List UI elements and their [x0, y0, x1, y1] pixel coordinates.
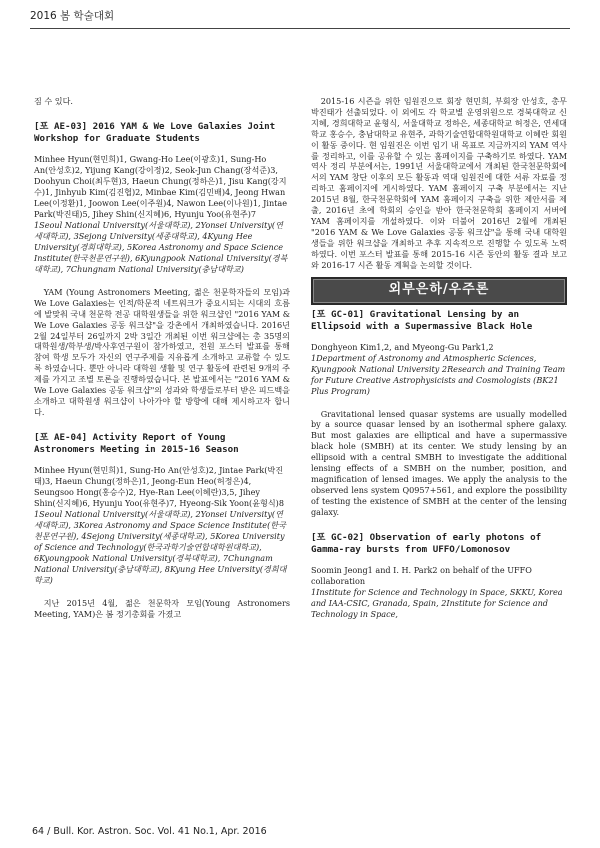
continued-text: 2015-16 시즌을 위한 임원진으로 회장 현민희, 부회장 안성호, 총무 박진태가 선출되었다. 이 외에도 각 학교별 운영위원으로 경북대학교 신지혜, 경희대학교 윤형식, 서울대학교 정하은, 세종대학교 허정은, 연세대학교 홍승수, 충남대학교 유현주, 과학기술연합대학원대학교 이혜란 회원이 활동 중이다. 현 임원진은 이번 임기 내 목표로 지금까지의 YAM 역사를 정리하고, 이를 공유할 수 있는 홈페이지를 구축하기로 하였다. YAM 역사 정리 부분에서는, 1991년 서울대학교에서 개최된 한국천문학회에서의 YAM 창단 이후의 모든 활동과 역대 임원진에 대한 서류 자료를 정리하고 홈페이지에 게시하였다. YAM 홈페이지 구축 부분에서는 지난 2015년 8월, 한국천문학회에 YAM 홈페이지 구축을 위한 제안서를 제출, 2016년 초에 학회의 승인을 받아 한국천문학회 홈페이지 서버에 YAM 홈페이지를 개설하였다. 이와 더불어 2016년 2월에 개최된 "2016 YAM & We Love Galaxies 공동 워크샵"을 통해 국내 대학원생들을 위한 워크샵을 개최하고 추후 지속적으로 진행할 수 있도록 노력하였다. 이번 포스터 발표를 통해 2015-16 시즌 동안의 활동 결과 보고와 2016-17 시즌 활동 계획을 논의할 것이다.	[311, 96, 567, 270]
abstract-body-ae03: YAM (Young Astronomers Meeting, 젊은 천문학자들의 모임)과 We Love Galaxies는 인적/학문적 네트워크가 중요시되는 시대의 흐름에 발맞춰 국내 천문학 전공 대학원생들을 위한 워크샵인 "2016 YAM & We Love Galaxies 공동 워크샵"을 강촌에서 개최하였습니다. 2016년 2월 24일부터 26일까지 2박 3일간 개최된 이번 워크샵에는 총 35명의 대학원생/학부생/박사후연구원이 참가하였고, 전원 포스터 발표를 통해 참여 학생 모두가 자신의 연구주제를 지유롭게 소개하고 교류할 수 있도록 하였습니다. 뿐만 아니라 대학원 생활 및 연구 활동에 관련된 9개의 주제를 가지고 조별 토론을 진행하였습니다. 본 발표에서는 "2016 YAM & We Love Galaxies 공동 워크샵"의 성과와 학생들로부터 받은 피드백을 소개하고 대학원생 워크샵이 나아가야 할 방향에 대해 제시하고자 합니다.	[34, 286, 290, 417]
affiliations-gc02: 1Institute for Science and Technology in Space, SKKU, Korea and IAA-CSIC, Granada, Spain, 2Institute for Science and Technology in Space,	[311, 586, 563, 619]
section-heading: 외부은하/우주론	[311, 277, 567, 305]
left-column	[34, 96, 290, 620]
header-rule	[30, 28, 570, 29]
authors-gc01: Donghyeon Kim1,2, and Myeong-Gu Park1,2	[311, 341, 494, 352]
running-header: 2016 봄 학술대회	[30, 10, 115, 22]
abstract-title-gc01: [포 GC-01] Gravitational Lensing by an Ellipsoid with a Supermassive Black Hole	[311, 308, 533, 332]
authors-ae04: Minhee Hyun(현민희)1, Sung-Ho An(안성호)2, Jintae Park(박진태)3, Haeun Chung(정하은)1, Jeong-Eun Heo(허정은)4, Seungsoo Hong(홍승수)2, Hye-Ran Lee(이혜란)3,5, Jihey Shin(신지혜)6, Hyunju Yoo(유현주)7, Hyeong-Sik Yoon(윤형식)8	[34, 464, 284, 508]
right-column	[311, 96, 567, 620]
continued-text: 짐 수 있다.	[34, 96, 73, 106]
page-footer: 64 / Bull. Kor. Astron. Soc. Vol. 41 No.1, Apr. 2016	[32, 826, 267, 837]
abstract-body-ae04: 지난 2015년 4월, 젊은 천문학자 모임(Young Astronomers Meeting, YAM)은 봄 정기총회를 가졌고	[34, 597, 290, 619]
spacer	[311, 397, 567, 409]
authors-ae03: Minhee Hyun(현민희)1, Gwang-Ho Lee(이광호)1, Sung-Ho An(안성호)2, Yijung Kang(강이정)2, Seok-Jun Chang(장석준)3, Doohyun Choi(최두현)3, Haeun Chung(정하은)1, Jisu Kang(강지수)1, Jinhyub Kim(김진협)2, Minbae Kim(김민배)4, Jeong Hwan Lee(이정환)1, Joowon Lee(이주원)4, Nawon Lee(이나원)1, Jintae Park(박진태)5, Jihey Shin(신지혜)6, Hyunju Yoo(유현주)7	[34, 153, 288, 219]
affiliations-gc01: 1Department of Astronomy and Atmospheric Sciences, Kyungpook National University 2Research and Training Team for Future Creative Astrophysicists and Cosmologists (BK21 Plus Program)	[311, 352, 566, 396]
affiliations-ae03: 1Seoul National University(서울대학교), 2Yonsei University(연세대학교), 3Sejong University(세종대학교), 4Kyung Hee University(경희대학교), 5Korea Astronomy and Space Science Institute(한국천문연구원), 6Kyungpook National University(경북대학교), 7Chungnam National University(충남대학교)	[34, 219, 288, 274]
affiliations-ae04: 1Seoul National University(서울대학교), 2Yonsei University(연세대학교), 3Korea Astronomy and Space Science Institute(한국천문연구원), 4Sejong University(세종대학교), 5Korea University of Science and Technology(한국과학기술연합대학원대학교), 6Kyoungpook National University(경북대학교), 7Chungnam National University(충남대학교), 8Kyung Hee University(경희대학교)	[34, 508, 287, 585]
abstract-title-ae03: [포 AE-03] 2016 YAM & We Love Galaxies Joint Workshop for Graduate Students	[34, 120, 276, 144]
spacer	[34, 275, 290, 287]
abstract-title-gc02: [포 GC-02] Observation of early photons of Gamma-ray bursts from UFFO/Lomonosov	[311, 531, 542, 555]
authors-gc02: Soomin Jeong1 and I. H. Park2 on behalf of the UFFO collaboration	[311, 564, 532, 586]
spacer	[34, 586, 290, 598]
abstract-title-ae04: [포 AE-04] Activity Report of Young Astronomers Meeting in 2015-16 Season	[34, 431, 239, 455]
abstract-body-gc01: Gravitational lensed quasar systems are usually modelled by a source quasar lensed by an isothermal sphere galaxy. But most galaxies are elliptical and have a supermassive black hole (SMBH) at its center. We study lensing by an ellipsoid with a central SMBH to investigate the additional lensing effects of a SMBH on the number, position, and magnification of lensed images. We apply the analysis to the observed lens system Q0957+561, and explore the possibility of testing the existence of SMBH at the center of the lensing galaxy.	[311, 408, 567, 517]
